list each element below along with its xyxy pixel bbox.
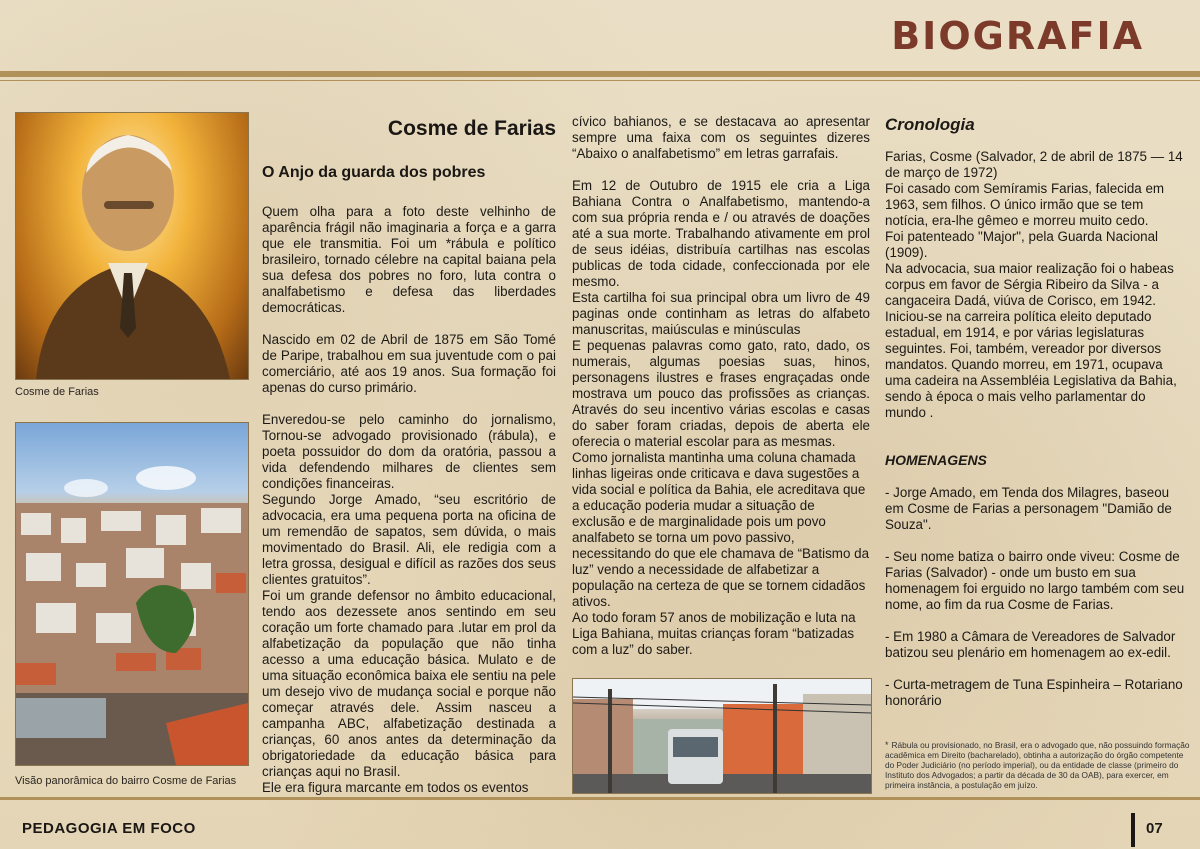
chronology-item: Iniciou-se na carreira política eleito deputado estadual, em 1914, e por várias legislaturas seguintes. Foi, também, vereador por diversos mandatos. Quando morreu, em 1971, ocupava uma cadeira na Assembléia Legislativa da Bahia, sendo à época o mais velho parlamentar do mundo . <box>885 309 1177 420</box>
article-column-1 <box>262 204 556 796</box>
portrait-photo <box>15 112 249 380</box>
portrait-caption: Cosme de Farias <box>15 386 99 398</box>
paragraph: Em 12 de Outubro de 1915 ele cria a Liga Bahiana Contra o Analfabetismo, mantendo-a com sua própria renda e / ou através de doações até a sua morte. Trabalhando ativamente em prol de seus idéias, distribuía cartilhas nas escolas publicas de toda cidade, confeccionada por ele mesmo. <box>572 178 870 289</box>
footnote-marker: * <box>885 740 889 750</box>
article-column-2 <box>572 114 870 658</box>
article-subtitle: O Anjo da guarda dos pobres <box>262 164 486 181</box>
paragraph: Nascido em 02 de Abril de 1875 em São Tomé de Paripe, trabalhou em sua juventude com o pai comerciário, até aos 19 anos. Sua formação foi apenas do curso primário. <box>262 332 556 395</box>
homenagem-item: - Jorge Amado, em Tenda dos Milagres, baseou em Cosme de Farias a personagem "Damião de Souza". <box>885 485 1172 532</box>
paragraph: Foi um grande defensor no âmbito educacional, tendo aos dezessete anos sentindo em seu coração um forte chamado para .lutar em prol da alfabetização da população que não tinha acesso a uma educação básica. Mulato e de uma situação econômica baixa ele sentiu na pele um desejo vivo de mudança social e porque não começar através dele. Assim nasceu a campanha ABC, alfabetização destinada a crianças, 60 anos antes da determinação da obrigatoriedade da educação básica para crianças aqui no Brasil. <box>262 588 556 779</box>
footer-brand: PEDAGOGIA EM FOCO <box>22 820 196 837</box>
paragraph: Esta cartilha foi sua principal obra um livro de 49 paginas onde continham as letras do alfabeto manuscritas, maiúsculas e minúsculas <box>572 290 870 337</box>
panorama-caption: Visão panorâmica do bairro Cosme de Farias <box>15 775 237 787</box>
paragraph: Enveredou-se pelo caminho do jornalismo, Tornou-se advogado provisionado (rábula), e poeta possuidor do dom da oratória, passou a vida defendendo milhares de clientes sem condições financeiras. <box>262 412 556 491</box>
homenagem-item: - Seu nome batiza o bairro onde viveu: Cosme de Farias (Salvador) - onde um busto em sua homenagem foi erguido no largo também com seu nome, ao fim da rua Cosme de Farias. <box>885 549 1185 612</box>
chronology-item: Na advocacia, sua maior realização foi o habeas corpus em favor de Sérgia Ribeiro da Silva - a cangaceira Dadá, viúva de Corisco, em 1942. <box>885 261 1174 308</box>
footnote <box>885 740 1190 790</box>
homenagens-title: HOMENAGENS <box>885 452 987 468</box>
panorama-illustration <box>16 423 248 765</box>
chronology-title: Cronologia <box>885 115 975 134</box>
chronology-item: Foi patenteado "Major", pela Guarda Nacional (1909). <box>885 229 1159 260</box>
paragraph: Ao todo foram 57 anos de mobilização e luta na Liga Bahiana, muitas crianças foram “batizadas com a luz” do saber. <box>572 610 856 657</box>
page-number-bar <box>1131 813 1135 847</box>
footnote-text: Rábula ou provisionado, no Brasil, era o advogado que, não possuindo formação acadêmica em Direito (bacharelado), obtinha a autorização do órgão competente do Poder Judiciário (no período imperial), ou da entidade de classe (primeiro do Instituto dos Advogados; a partir da década de 30 da OAB), para exercer, em primeira instância, a postulação em juízo. <box>885 740 1190 790</box>
chronology-item: Farias, Cosme (Salvador, 2 de abril de 1875 — 14 de março de 1972) <box>885 149 1183 180</box>
portrait-illustration <box>16 113 248 379</box>
paragraph: Quem olha para a foto deste velhinho de aparência frágil não imaginaria a força e a garra que ele transmitia. Foi um *rábula e político brasileiro, tornado célebre na capital baiana pela sua defesa dos pobres no foro, luta contra o analfabetismo e defesa das liberdades democráticas. <box>262 204 556 315</box>
chronology-list <box>885 149 1188 421</box>
paragraph: Segundo Jorge Amado, “seu escritório de advocacia, era uma pequena porta na oficina de um remendão de sapatos, sem dúvida, o mais movimentado do Brasil. Ali, ele redigia com a letra grossa, desigual e difícil as razões dos seus clientes gratuitos”. <box>262 492 556 587</box>
section-title: BIOGRAFIA <box>891 14 1144 58</box>
page-number: 07 <box>1146 820 1163 837</box>
bottom-divider <box>0 797 1200 800</box>
homenagens-list <box>885 485 1188 709</box>
paragraph: cívico bahianos, e se destacava ao apresentar sempre uma faixa com os seguintes dizeres “Abaixo o analfabetismo” em letras garrafais. <box>572 114 870 161</box>
homenagem-item: - Curta-metragem de Tuna Espinheira – Rotariano honorário <box>885 677 1183 708</box>
top-divider <box>0 71 1200 77</box>
article-title: Cosme de Farias <box>387 117 556 140</box>
paragraph: Ele era figura marcante em todos os eventos <box>262 780 529 795</box>
top-divider-thin <box>0 80 1200 81</box>
paragraph: Como jornalista mantinha uma coluna chamada linhas ligeiras onde criticava e dava sugestões a vida social e política da Bahia, ele acreditava que a educação poderia mudar a situação de exclusão e de marginalidade pois um povo analfabeto se torna um povo passivo, necessitando do que ele chamava de “Batismo da luz” vendo a necessidade de alfabetizar a população na certeza de que se tornem cidadãos ativos. <box>572 450 870 609</box>
paragraph: E pequenas palavras como gato, rato, dado, os numerais, algumas poesias suas, hinos, personagens ilustres e frases engraçadas onde mostrava um pouco das profissões as crianças. Através do seu incentivo várias escolas e casas do saber foram criadas, depois de aberta ele oferecia o material escolar para as mesmas. <box>572 338 870 449</box>
chronology-item: Foi casado com Semíramis Farias, falecida em 1963, sem filhos. O único irmão que se tem notícia, era-lhe gêmeo e morreu muito cedo. <box>885 181 1165 228</box>
panorama-photo <box>15 422 249 766</box>
street-photo <box>572 678 872 794</box>
homenagem-item: - Em 1980 a Câmara de Vereadores de Salvador batizou seu plenário em homenagem ao ex-edil. <box>885 629 1176 660</box>
street-illustration <box>573 679 871 793</box>
